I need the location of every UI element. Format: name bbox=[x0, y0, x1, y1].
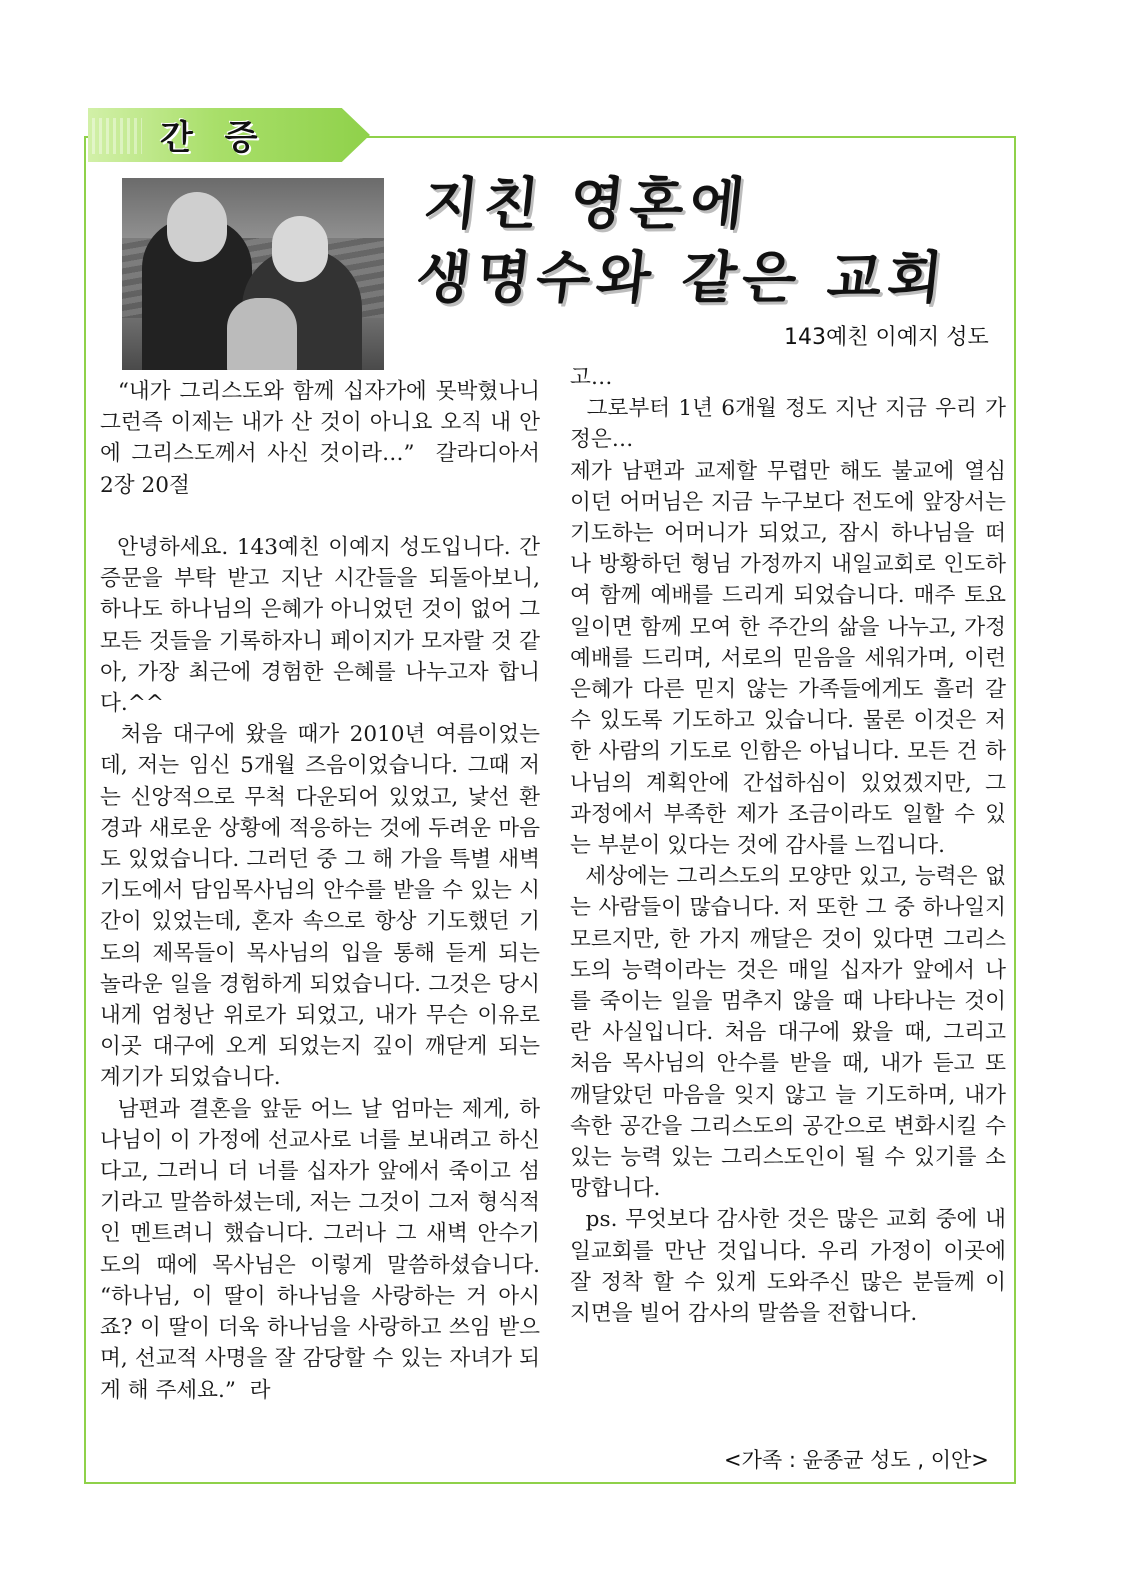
family-photo bbox=[122, 178, 384, 370]
headline-line-2: 생명수와 같은 교회 bbox=[412, 246, 952, 311]
article-body-left-column: “내가 그리스도와 함께 십자가에 못박혔나니 그런즉 이제는 내가 산 것이 아니요 오직 내 안에 그리스도께서 사신 것이라…” 갈라디아서 2장 20절 안녕하세요. 143예친 이예지 성도입니다. 간증문을 부탁 받고 지난 시간들을 되돌아보니, 하나도 하나님의 은혜가 아니었던 것이 없어 그 모든 것들을 기록하자니 페이지가 모자랄 것 같아, 가장 최근에 경험한 은혜를 나누고자 합니다.^^ 처음 대구에 왔을 때가 2010년 여름이었는데, 저는 임신 5개월 즈음이었습니다. 그때 저는 신앙적으로 무척 다운되어 있었고, 낯선 환경과 새로운 상황에 적응하는 것에 두려운 마음도 있었습니다. 그러던 중 그 해 가을 특별 새벽기도에서 담임목사님의 안수를 받을 수 있는 시간이 있었는데, 혼자 속으로 항상 기도했던 기도의 제목들이 목사님의 입을 통해 듣게 되는 놀라운 일을 경험하게 되었습니다. 그것은 당시 내게 엄청난 위로가 되었고, 내가 무슨 이유로 이곳 대구에 오게 되었는지 깊이 깨닫게 되는 계기가 되었습니다. 남편과 결혼을 앞둔 어느 날 엄마는 제게, 하나님이 이 가정에 선교사로 너를 보내려고 하신다고, 그러니 더 너를 십자가 앞에서 죽이고 섬기라고 말씀하셨는데, 저는 그것이 그저 형식적인 멘트려니 했습니다. 그러나 그 새벽 안수기도의 때에 목사님은 이렇게 말씀하셨습니다. “하나님, 이 딸이 하나님을 사랑하는 거 아시죠? 이 딸이 더욱 하나님을 사랑하고 쓰임 받으며, 선교적 사명을 잘 감당할 수 있는 자녀가 되게 해 주세요.” 라 bbox=[100, 379, 541, 1403]
photo-man-head bbox=[167, 192, 227, 262]
photo-woman-head bbox=[272, 216, 328, 282]
photo-baby bbox=[227, 298, 297, 370]
article-headline bbox=[412, 168, 959, 316]
headline-line-1: 지친 영혼에 bbox=[420, 172, 754, 237]
family-caption: <가족 : 윤종균 성도 , 이안> bbox=[724, 1448, 989, 1472]
article-body-right-column: 고… 그로부터 1년 6개월 정도 지난 지금 우리 가정은… 제가 남편과 교제할 무렵만 해도 불교에 열심이던 어머님은 지금 누구보다 전도에 앞장서는 기도하는 어머니가 되었고, 잠시 하나님을 떠나 방황하던 형님 가정까지 내일교회로 인도하여 함께 예배를 드리게 되었습니다. 매주 토요일이면 함께 모여 한 주간의 삶을 나누고, 가정 예배를 드리며, 서로의 믿음을 세워가며, 이런 은혜가 다른 믿지 않는 가족들에게도 흘러 갈 수 있도록 기도하고 있습니다. 물론 이것은 저 한 사람의 기도로 인함은 아닙니다. 모든 건 하나님의 계획안에 간섭하심이 있었겠지만, 그 과정에서 부족한 제가 조금이라도 일할 수 있는 부분이 있다는 것에 감사를 느낍니다. 세상에는 그리스도의 모양만 있고, 능력은 없는 사람들이 많습니다. 저 또한 그 중 하나일지 모르지만, 한 가지 깨달은 것이 있다면 그리스도의 능력이라는 것은 매일 십자가 앞에서 나를 죽이는 일을 멈추지 않을 때 나타나는 것이란 사실입니다. 처음 대구에 왔을 때, 그리고 처음 목사님의 안수를 받을 때, 내가 듣고 또 깨달았던 마음을 잊지 않고 늘 기도하며, 내가 속한 공간을 그리스도의 공간으로 변화시킬 수 있는 능력 있는 그리스도인이 될 수 있기를 소망합니다. ps. 무엇보다 감사한 것은 많은 교회 중에 내일교회를 만난 것입니다. 우리 가정이 이곳에 잘 정착 할 수 있게 도와주신 많은 분들께 이 지면을 빌어 감사의 말씀을 전합니다. bbox=[570, 365, 1007, 1327]
section-title: 간 증 bbox=[160, 118, 268, 158]
tab-decoration bbox=[92, 118, 142, 154]
article-author: 143예친 이예지 성도 bbox=[784, 325, 989, 350]
